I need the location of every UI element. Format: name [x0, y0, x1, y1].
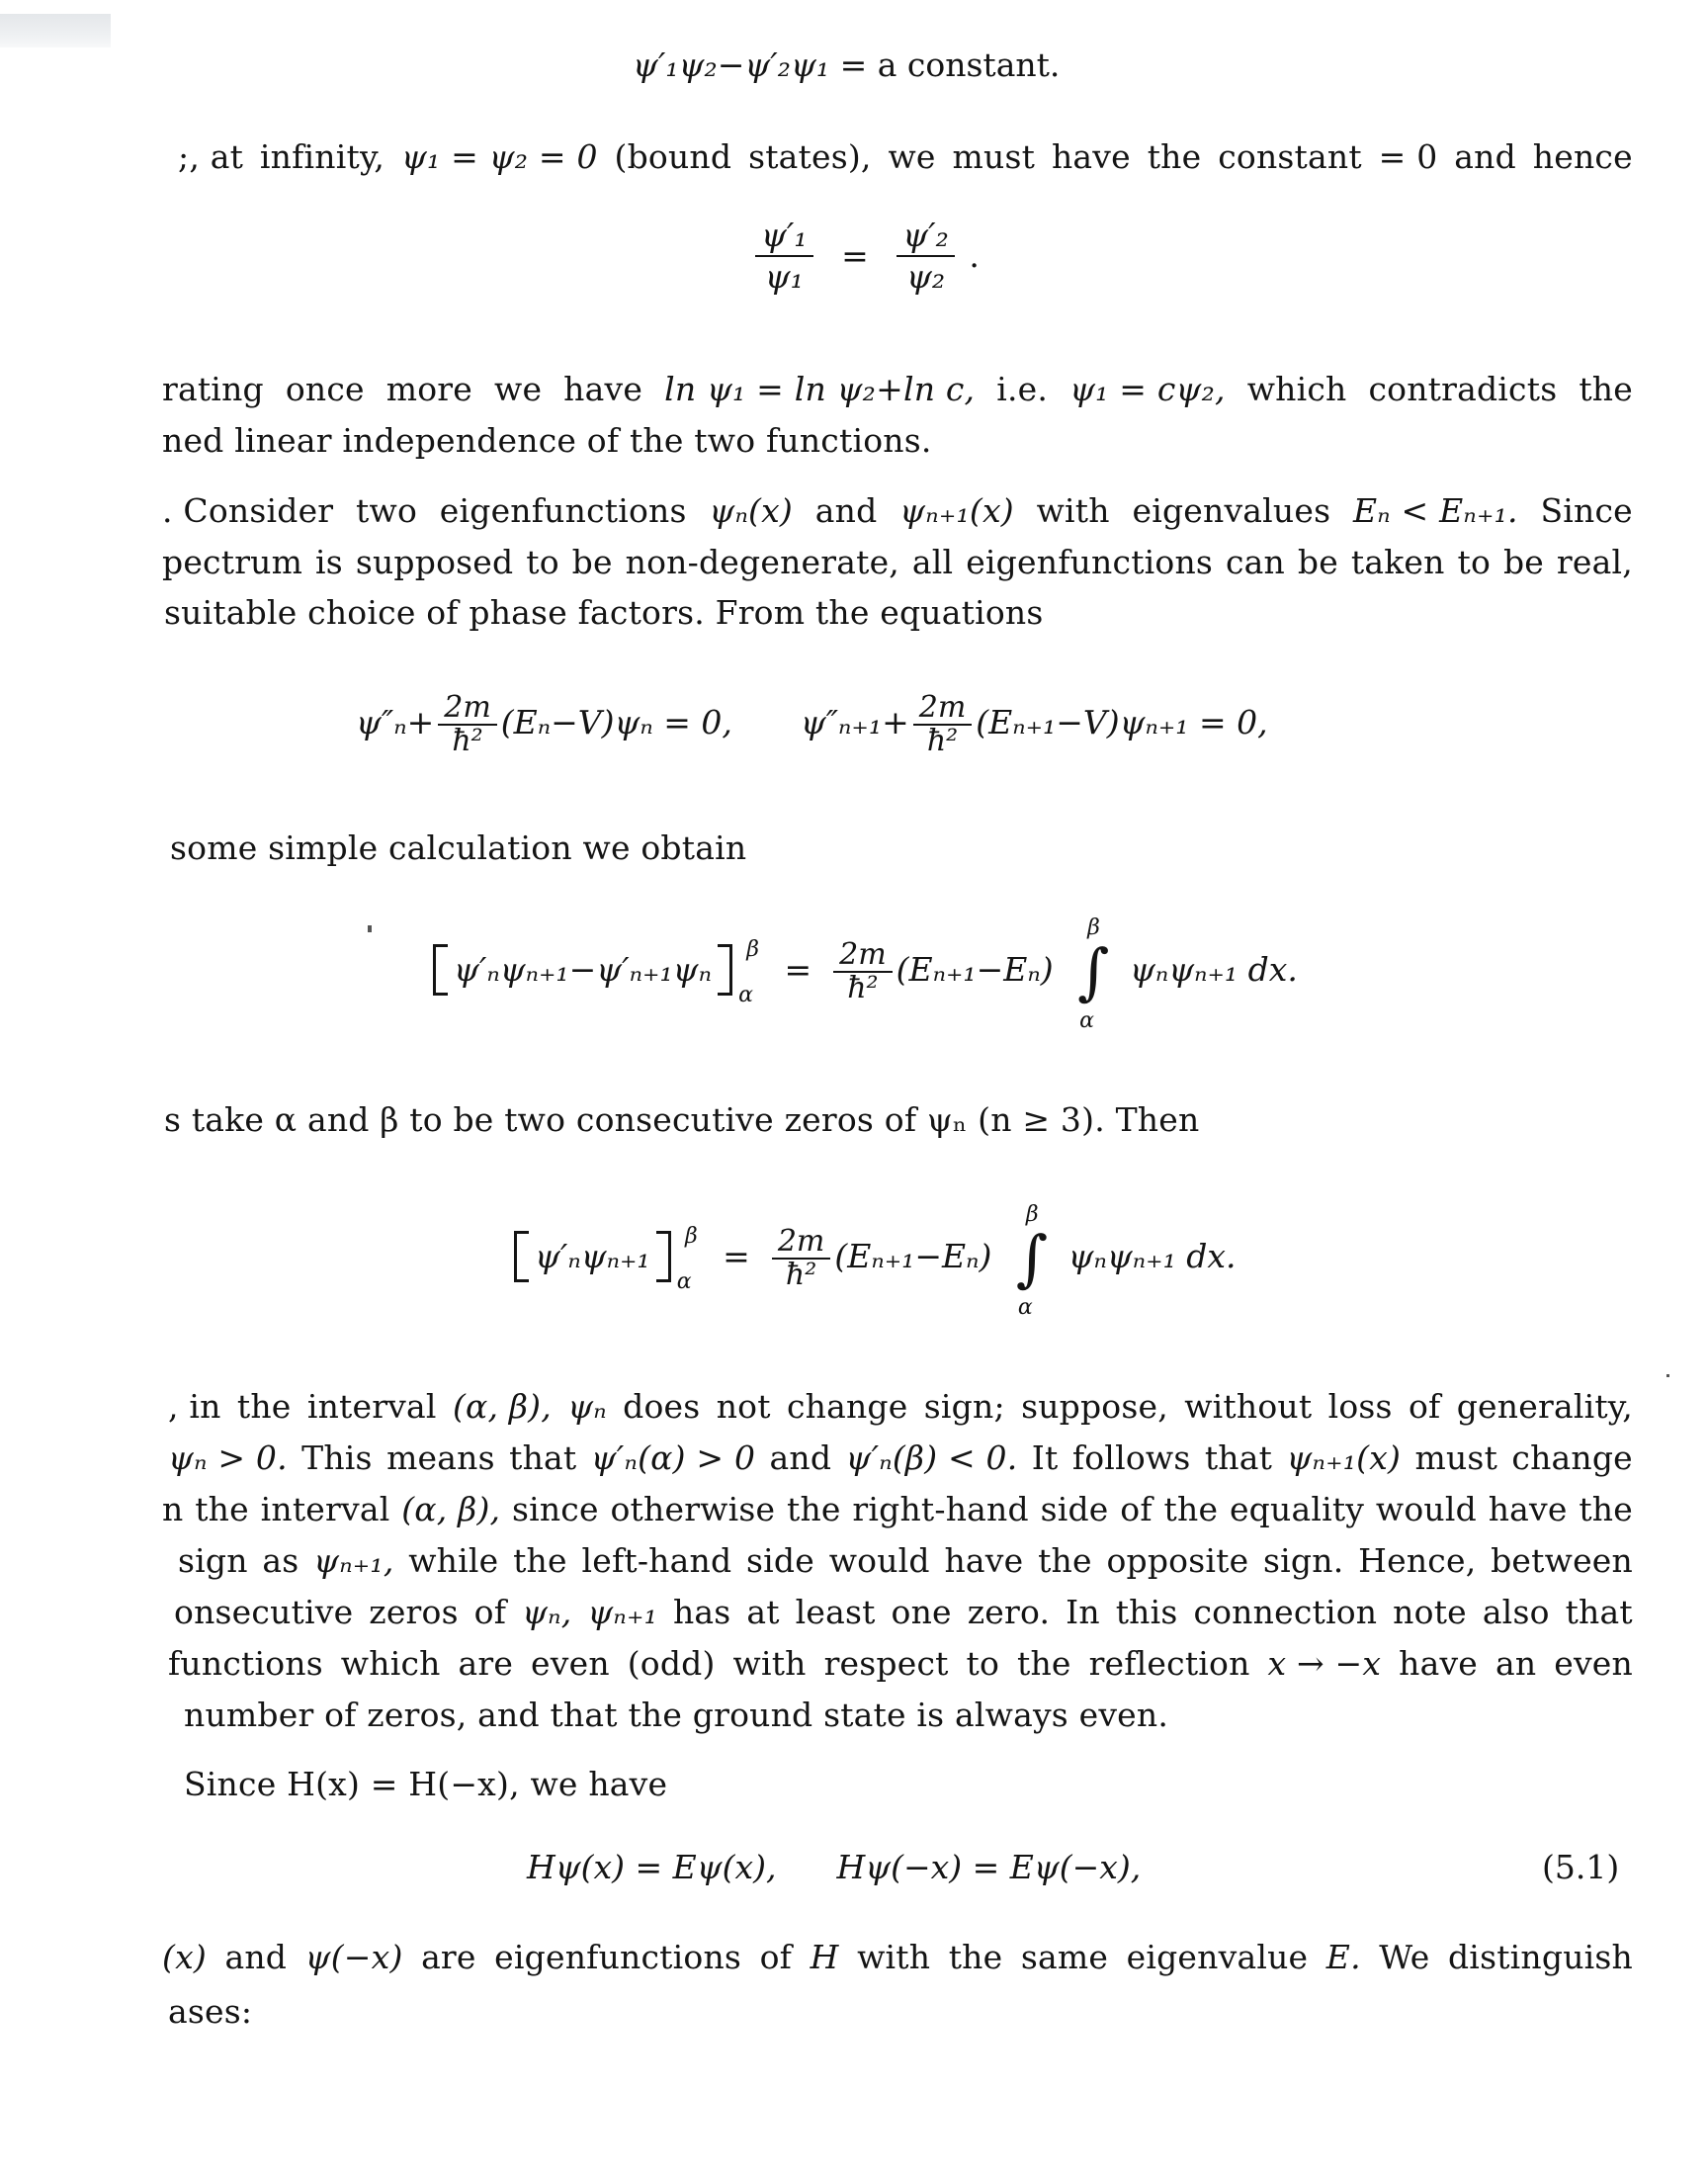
word: at [746, 1593, 780, 1631]
inline-math: (x) [162, 1938, 207, 1976]
fraction [772, 1226, 831, 1291]
scan-speck [1666, 1374, 1669, 1377]
word: taken [1350, 543, 1445, 581]
word: can [1225, 543, 1285, 581]
word: that [1204, 1438, 1273, 1477]
math-term: Hψ(−x) = Eψ(−x), [836, 1848, 1142, 1886]
text-line-since-H: Since H(x) = H(−x), we have [184, 1765, 668, 1803]
word: left-hand [581, 1541, 732, 1580]
text-line: suitable choice of phase factors. From the equations [164, 593, 1044, 632]
word: constant [1218, 137, 1362, 176]
word: of [473, 1593, 507, 1631]
equation-bracket-full [425, 915, 1298, 1033]
text-line: ases: [168, 1992, 253, 2031]
inline-math: H [810, 1938, 839, 1976]
inline-math: ψₙ₊₁(x) [1286, 1438, 1402, 1477]
lower-limit: α [676, 1269, 692, 1294]
word: sign [178, 1541, 248, 1580]
inline-math: Eₙ < Eₙ₊₁. [1353, 491, 1518, 530]
word: functions [168, 1644, 323, 1683]
inline-math: E. [1325, 1938, 1361, 1976]
word: does [623, 1387, 701, 1426]
equation-parity [527, 1848, 1141, 1887]
text-line [168, 1644, 1633, 1684]
inline-math: ψ(−x) [304, 1938, 403, 1976]
word: equality [1229, 1490, 1365, 1528]
numerator: 2m [833, 939, 893, 973]
integral-sign: ∫ β α [1077, 952, 1109, 992]
word: interval [260, 1490, 390, 1528]
denominator: ψ₁ [764, 257, 804, 296]
word: is [315, 543, 343, 581]
word: infinity, [259, 137, 385, 176]
word: be [1297, 543, 1338, 581]
word: , in [168, 1387, 221, 1426]
equation-lhs: ψ′₁ψ₂−ψ′₂ψ₁ [633, 45, 830, 84]
text-line: some simple calculation we obtain [170, 828, 747, 867]
word: pectrum [162, 543, 303, 581]
math-term: (Eₙ−V)ψₙ = 0, [500, 703, 732, 741]
word: respect [823, 1644, 949, 1683]
word: the [236, 1387, 292, 1426]
word: even [531, 1644, 610, 1683]
word: that [1565, 1593, 1633, 1631]
word: We [1379, 1938, 1430, 1976]
word: not [716, 1387, 771, 1426]
fraction [833, 939, 893, 1004]
word: eigenfunctions [494, 1938, 742, 1976]
word: interval [306, 1387, 437, 1426]
inline-math: x → −x [1267, 1644, 1382, 1683]
equation-number: (5.1) [1542, 1848, 1620, 1886]
inline-math: ψ′ₙ(β) < 0. [845, 1438, 1018, 1477]
inline-math: ln ψ₁ = ln ψ₂+ln c, [664, 370, 976, 408]
word: sign. [1263, 1541, 1344, 1580]
period: . [969, 236, 980, 275]
denominator: ħ² [452, 724, 483, 758]
text-line-consider [162, 491, 1633, 531]
evaluation-bracket [433, 937, 759, 1007]
inline-math: ψ₁ = cψ₂, [1069, 370, 1226, 408]
word: as [262, 1541, 299, 1580]
text-line [168, 1387, 1633, 1427]
word: with [857, 1938, 931, 1976]
word: real, [1556, 543, 1633, 581]
math-term: (Eₙ₊₁−Eₙ) [834, 1237, 992, 1275]
integrand: ψₙψₙ₊₁ dx. [1129, 950, 1298, 989]
word: right-hand [852, 1490, 1029, 1528]
word: This [301, 1438, 373, 1477]
inline-math: ψₙ > 0. [168, 1438, 288, 1477]
equation-schrodinger-pair [356, 692, 1268, 757]
word: this [1115, 1593, 1178, 1631]
word: states), [748, 137, 872, 176]
denominator: ψ₂ [906, 257, 946, 296]
word: sign; [923, 1387, 1005, 1426]
word: hence [1532, 137, 1633, 176]
scan-speck [368, 925, 372, 932]
word: also [1482, 1593, 1550, 1631]
word: opposite [1106, 1541, 1249, 1580]
word: to [966, 1644, 1000, 1683]
word: would [1375, 1490, 1477, 1528]
inline-math: ψₙ [567, 1387, 607, 1426]
word: have [1399, 1644, 1479, 1683]
word: follows [1071, 1438, 1191, 1477]
numerator: 2m [772, 1226, 831, 1260]
word: the [787, 1490, 841, 1528]
word: while [408, 1541, 499, 1580]
word: and [814, 491, 878, 530]
word: i.e. [996, 370, 1049, 408]
word: zero. [967, 1593, 1051, 1631]
inline-math: ψₙ, [522, 1593, 572, 1631]
word: to [1457, 543, 1492, 581]
word: Hence, [1358, 1541, 1477, 1580]
word: least [795, 1593, 876, 1631]
math-term: ψ′ₙψₙ₊₁−ψ′ₙ₊₁ψₙ [454, 950, 712, 989]
fraction-left [755, 216, 813, 297]
evaluation-bracket [514, 1224, 698, 1294]
word: Since [1540, 491, 1633, 530]
word: would [828, 1541, 930, 1580]
lower-limit: α [738, 983, 753, 1007]
word: have [1051, 137, 1131, 176]
scan-margin-artifact [0, 14, 111, 47]
word: between [1491, 1541, 1633, 1580]
word: with [1036, 491, 1110, 530]
inline-math: ψₙ₊₁(x) [899, 491, 1014, 530]
math-term: (Eₙ₊₁−V)ψₙ₊₁ = 0, [976, 703, 1268, 741]
word: change [786, 1387, 908, 1426]
equation-rhs: a constant. [877, 45, 1061, 84]
math-term: (Eₙ₊₁−Eₙ) [896, 950, 1054, 989]
text-line: ned linear independence of the two functions. [162, 421, 932, 460]
word: have [563, 370, 643, 408]
math-term: ψ″ₙ₊₁+ [800, 703, 909, 741]
fraction [913, 692, 973, 757]
math-term: Hψ(x) = Eψ(x), [527, 1848, 777, 1886]
text-line: s take α and β to be two consecutive zeros of ψₙ (n ≥ 3). Then [164, 1100, 1200, 1139]
numerator: 2m [438, 692, 497, 726]
word: . Consider [162, 491, 334, 530]
word: of [1408, 1387, 1441, 1426]
numerator: ψ′₂ [897, 216, 955, 257]
word: onsecutive [174, 1593, 354, 1631]
fraction [438, 692, 497, 757]
word: one [891, 1593, 952, 1631]
word: n [162, 1490, 184, 1528]
word: even [1554, 1644, 1633, 1683]
word: be [1502, 543, 1544, 581]
word: side [746, 1541, 814, 1580]
upper-limit: β [1087, 915, 1100, 940]
word: the [948, 1938, 1003, 1976]
word: connection [1193, 1593, 1378, 1631]
inline-math: ψₙ₊₁ [587, 1593, 658, 1631]
text-line: number of zeros, and that the ground state is always even. [184, 1696, 1169, 1734]
word: It [1031, 1438, 1059, 1477]
word: eigenvalue [1126, 1938, 1309, 1976]
word: supposed [355, 543, 514, 581]
equals-sign: = [839, 45, 868, 84]
equation-ratio [751, 216, 980, 297]
word: eigenfunctions [966, 543, 1214, 581]
word: to [526, 543, 559, 581]
word: zeros [369, 1593, 459, 1631]
word: side [1040, 1490, 1109, 1528]
equals-sign: = [784, 950, 812, 989]
word: the [1147, 137, 1202, 176]
text-line [178, 1541, 1633, 1581]
word: an [1494, 1644, 1537, 1683]
upper-limit: β [684, 1224, 698, 1249]
word: must [1414, 1438, 1498, 1477]
word: the [1579, 1490, 1633, 1528]
word: non-degenerate, [625, 543, 899, 581]
word: rating [162, 370, 264, 408]
word: reflection [1088, 1644, 1250, 1683]
word: and [769, 1438, 832, 1477]
word: are [458, 1644, 514, 1683]
word: without [1184, 1387, 1313, 1426]
word: more [385, 370, 473, 408]
word: suppose, [1021, 1387, 1168, 1426]
denominator: ħ² [926, 724, 959, 758]
word: once [285, 370, 365, 408]
text-line [162, 543, 1633, 582]
word: since [511, 1490, 599, 1528]
numerator: ψ′₁ [755, 216, 813, 257]
word: have [944, 1541, 1024, 1580]
inline-math: (α, β), [452, 1387, 552, 1426]
integral-sign: ∫ β α [1016, 1239, 1048, 1278]
word: means [386, 1438, 495, 1477]
word: generality, [1456, 1387, 1633, 1426]
denominator: ħ² [785, 1258, 817, 1292]
word: of [1120, 1490, 1153, 1528]
text-line-integrating [162, 370, 1633, 409]
inline-math: ψ′ₙ(α) > 0 [590, 1438, 756, 1477]
text-line [174, 1593, 1633, 1632]
word: with [732, 1644, 807, 1683]
word: we [494, 370, 543, 408]
text-line [162, 1490, 1633, 1529]
word: which [1246, 370, 1347, 408]
word: that [509, 1438, 577, 1477]
word: otherwise [610, 1490, 776, 1528]
word: of [759, 1938, 793, 1976]
math-term: ψ′ₙψₙ₊₁ [535, 1237, 650, 1275]
word: be [571, 543, 613, 581]
word: eigenfunctions [439, 491, 687, 530]
word: have [1488, 1490, 1568, 1528]
word: note [1393, 1593, 1467, 1631]
word: the [1016, 1644, 1071, 1683]
word: In [1066, 1593, 1100, 1631]
upper-limit: β [746, 937, 759, 962]
word: (odd) [627, 1644, 716, 1683]
word: eigenvalues [1132, 491, 1331, 530]
word: two [356, 491, 418, 530]
inline-math: ψₙ(x) [709, 491, 794, 530]
word: the [1579, 370, 1633, 408]
word: (bound [614, 137, 732, 176]
word: distinguish [1447, 1938, 1633, 1976]
inline-math: ψ₁ = ψ₂ = 0 [400, 137, 598, 176]
word: change [1511, 1438, 1633, 1477]
word: contradicts [1368, 370, 1558, 408]
equals-sign: = [841, 236, 869, 275]
word: and [224, 1938, 288, 1976]
word: which [340, 1644, 441, 1683]
word: we [888, 137, 936, 176]
word: are [421, 1938, 476, 1976]
math-term: ψ″ₙ+ [356, 703, 435, 741]
text-line-infinity [178, 137, 1633, 177]
word: must [952, 137, 1036, 176]
equation-wronskian [633, 45, 1060, 85]
word: the [195, 1490, 249, 1528]
equals-sign: = [723, 1237, 750, 1275]
denominator: ħ² [847, 971, 879, 1005]
inline-math: (α, β), [401, 1490, 501, 1528]
fraction-right [897, 216, 955, 297]
word: ;, at [178, 137, 244, 176]
word: the [513, 1541, 567, 1580]
word: the [1163, 1490, 1219, 1528]
upper-limit: β [1025, 1202, 1039, 1227]
integrand: ψₙψₙ₊₁ dx. [1068, 1237, 1237, 1275]
word: loss [1327, 1387, 1393, 1426]
inline-math: ψₙ₊₁, [313, 1541, 394, 1580]
equation-bracket-reduced [506, 1202, 1237, 1320]
numerator: 2m [913, 692, 973, 726]
inline-math: = 0 [1378, 137, 1438, 176]
word: all [911, 543, 954, 581]
word: and [1454, 137, 1516, 176]
lower-limit: α [1079, 1008, 1094, 1033]
word: same [1020, 1938, 1109, 1976]
text-line [162, 1938, 1633, 1977]
text-line [168, 1438, 1633, 1478]
lower-limit: α [1017, 1295, 1033, 1320]
word: the [1038, 1541, 1092, 1580]
word: has [672, 1593, 731, 1631]
